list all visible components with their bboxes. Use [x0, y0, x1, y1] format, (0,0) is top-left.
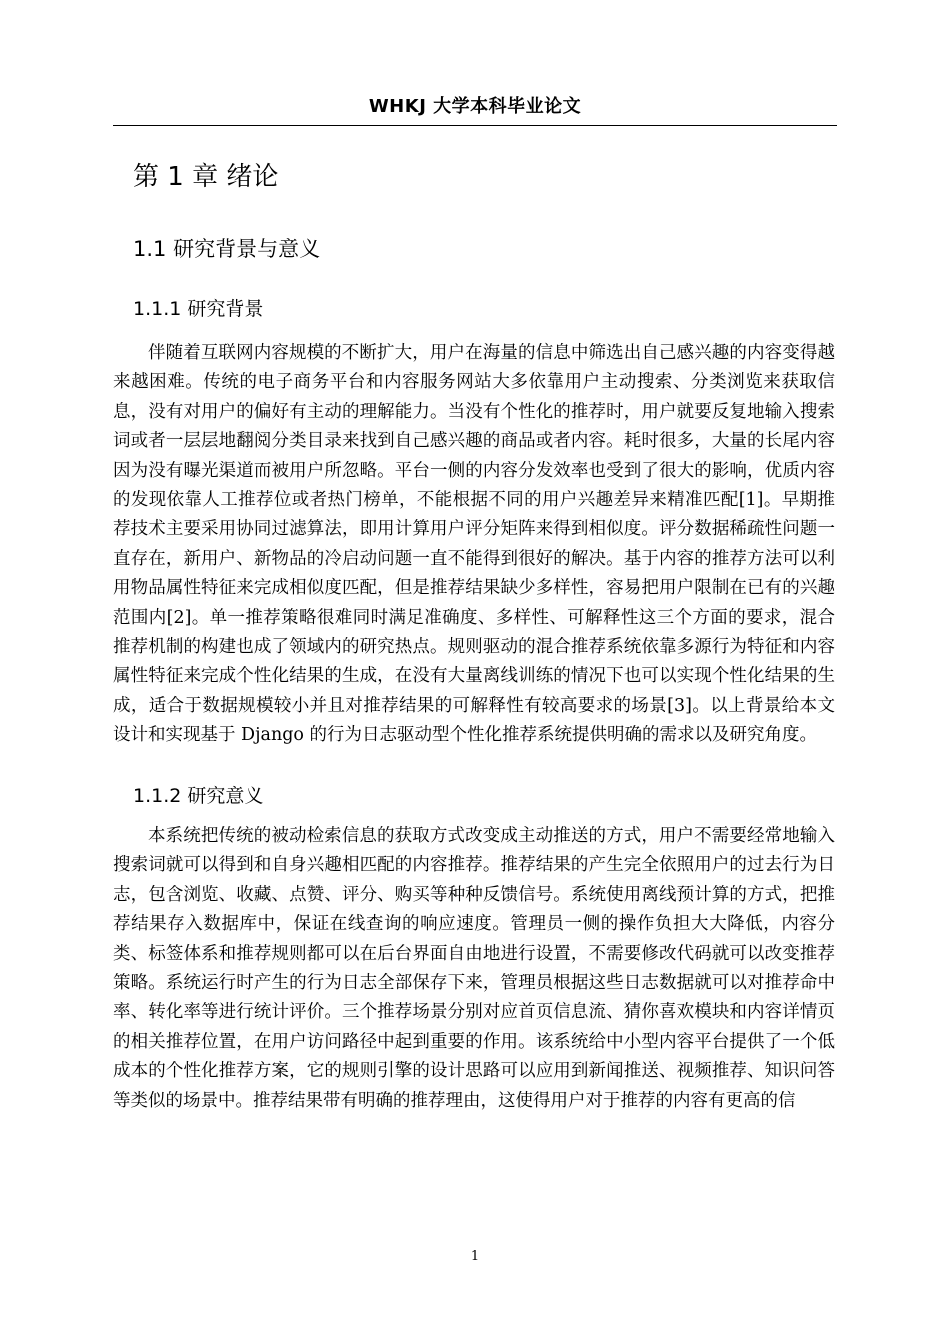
- subsection-title-significance: 1.1.2 研究意义: [133, 785, 264, 807]
- page-header-title: WHKJ 大学本科毕业论文: [368, 96, 582, 117]
- header-divider: [113, 125, 837, 126]
- subsection-title-background: 1.1.1 研究背景: [133, 298, 264, 320]
- section-title: 1.1 研究背景与意义: [133, 237, 321, 261]
- paragraph-background: 伴随着互联网内容规模的不断扩大，用户在海量的信息中筛选出自己感兴趣的内容变得越来越困难。传统的电子商务平台和内容服务网站大多依靠用户主动搜索、分类浏览来获取信息，没有对用户的偏好有主动的理解能力。当没有个性化的推荐时，用户就要反复地输入搜索词或者一层层地翻阅分类目录来找到自己感兴趣的商品或者内容。耗时很多，大量的长尾内容因为没有曝光渠道而被用户所忽略。平台一侧的内容分发效率也受到了很大的影响，优质内容的发现依靠人工推荐位或者热门榜单，不能根据不同的用户兴趣差异来精准匹配[1]。早期推荐技术主要采用协同过滤算法，即用计算用户评分矩阵来得到相似度。评分数据稀疏性问题一直存在，新用户、新物品的冷启动问题一直不能得到很好的解决。基于内容的推荐方法可以利用物品属性特征来完成相似度匹配，但是推荐结果缺少多样性，容易把用户限制在已有的兴趣范围内[2]。单一推荐策略很难同时满足准确度、多样性、可解释性这三个方面的要求，混合推荐机制的构建也成了领域内的研究热点。规则驱动的混合推荐系统依靠多源行为特征和内容属性特征来完成个性化结果的生成，在没有大量离线训练的情况下也可以实现个性化结果的生成，适合于数据规模较小并且对推荐结果的可解释性有较高要求的场景[3]。以上背景给本文设计和实现基于 Django 的行为日志驱动型个性化推荐系统提供明确的需求以及研究角度。: [113, 343, 835, 746]
- chapter-title: 第 1 章 绪论: [133, 162, 279, 192]
- page-number: 1: [470, 1249, 480, 1264]
- paragraph-significance: 本系统把传统的被动检索信息的获取方式改变成主动推送的方式，用户不需要经常地输入搜索词就可以得到和自身兴趣相匹配的内容推荐。推荐结果的产生完全依照用户的过去行为日志，包含浏览、收藏、点赞、评分、购买等种种反馈信号。系统使用离线预计算的方式，把推荐结果存入数据库中，保证在线查询的响应速度。管理员一侧的操作负担大大降低，内容分类、标签体系和推荐规则都可以在后台界面自由地进行设置，不需要修改代码就可以改变推荐策略。系统运行时产生的行为日志全部保存下来，管理员根据这些日志数据就可以对推荐命中率、转化率等进行统计评价。三个推荐场景分别对应首页信息流、猜你喜欢模块和内容详情页的相关推荐位置，在用户访问路径中起到重要的作用。该系统给中小型内容平台提供了一个低成本的个性化推荐方案，它的规则引擎的设计思路可以应用到新闻推送、视频推荐、知识问答等类似的场景中。推荐结果带有明确的推荐理由，这使得用户对于推荐的内容有更高的信: [113, 826, 835, 1111]
